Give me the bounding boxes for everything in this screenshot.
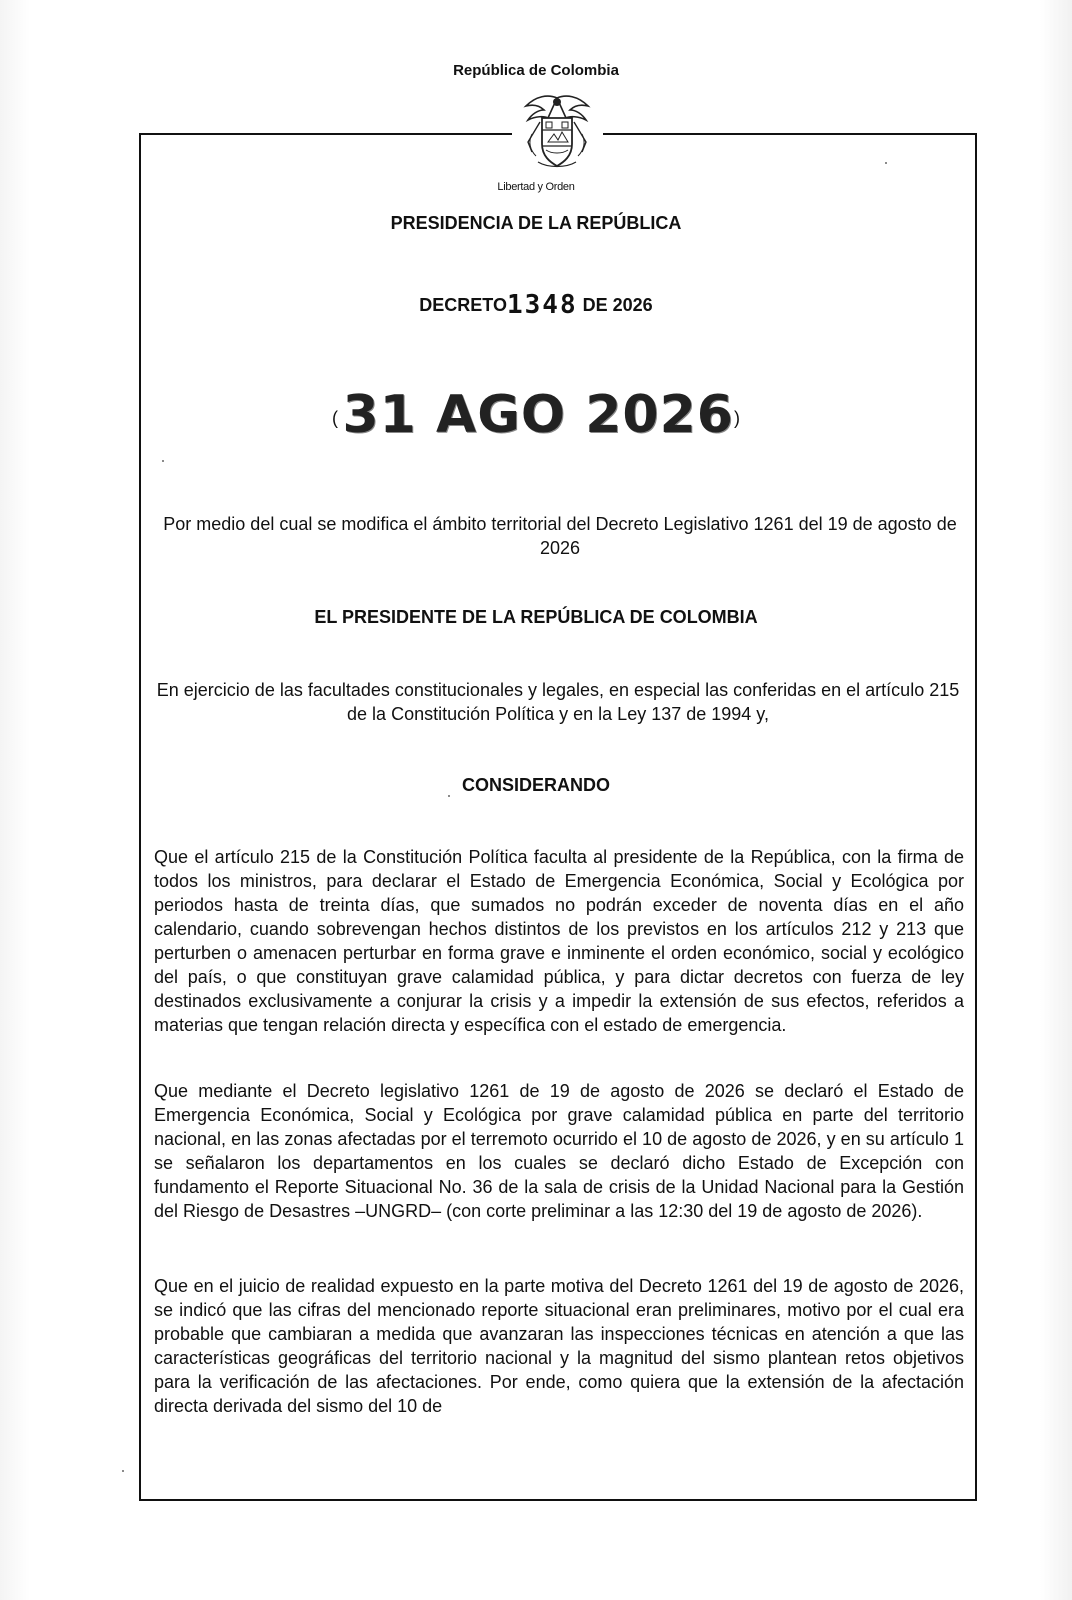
decree-year: DE 2026: [582, 295, 653, 315]
coat-of-arms-icon: [518, 92, 596, 174]
issuer-heading: EL PRESIDENTE DE LA REPÚBLICA DE COLOMBIA: [314, 607, 758, 627]
considering-paragraph: Que en el juicio de realidad expuesto en la parte motiva del Decreto 1261 del 19 de agosto de 2026, se indicó que las cifras del mencionado reporte situacional eran preliminares, motivo por el cual era probable que cambiaran a medida que avanzaran las inspecciones técnicas en atención a que las características geográficas del territorio nacional y la magnitud del sismo plantean retos objetivos para la verificación de las afectaciones. Por ende, como quiera que la extensión de la afectación directa derivada del sismo del 10 de: [154, 1276, 964, 1416]
decree-subject: Por medio del cual se modifica el ámbito territorial del Decreto Legislativo 1261 del 19 de agosto de 2026: [163, 514, 957, 558]
frame-top-right-rule: [603, 133, 975, 135]
considering-heading: CONSIDERANDO: [461, 775, 610, 795]
decree-number: 1348: [506, 290, 578, 320]
scan-speck: [885, 162, 887, 164]
motto-label: Libertad y Orden: [497, 181, 575, 193]
date-open-paren: (: [332, 408, 339, 428]
scan-speck: [162, 460, 164, 462]
date-stamp: [0, 385, 1072, 445]
considering-paragraph: Que mediante el Decreto legislativo 1261 de 19 de agosto de 2026 se declaró el Estado de Emergencia Económica, Social y Ecológica por grave calamidad pública en parte del territorio nacional, en las zonas afectadas por el terremoto ocurrido el 10 de agosto de 2026, y en su artículo 1 se señalaron los departamentos en los cuales se declaró dicho Estado de Excepción con fundamento el Reporte Situacional No. 36 de la sala de crisis de la Unidad Nacional para la Gestión del Riesgo de Desastres –UNGRD– (con corte preliminar a las 12:30 del 19 de agosto de 2026).: [154, 1081, 964, 1221]
decree-number-line: [0, 290, 1072, 320]
office-heading: PRESIDENCIA DE LA REPÚBLICA: [390, 213, 682, 233]
scan-speck: [122, 1470, 124, 1472]
date-stamp-text: 31 AGO 2026: [342, 385, 734, 445]
powers-clause: En ejercicio de las facultades constitucionales y legales, en especial las conferidas en el artículo 215 de la Constitución Política y en la Ley 137 de 1994 y,: [156, 680, 960, 724]
frame-top-left-rule: [139, 133, 512, 135]
decree-prefix: DECRETO: [419, 295, 507, 315]
date-close-paren: ): [733, 408, 740, 428]
scan-speck: [448, 795, 450, 797]
country-label: República de Colombia: [453, 62, 619, 79]
considering-paragraph: Que el artículo 215 de la Constitución Política faculta al presidente de la República, con la firma de todos los ministros, para declarar el Estado de Emergencia Económica, Social y Ecológica por periodos hasta de treinta días, que sumados no podrán exceder de noventa días en el año calendario, cuando sobrevengan hechos distintos de los previstos en los artículos 212 y 213 que perturben o amenacen perturbar en forma grave e inminente el orden económico, social y ecológico del país, o que constituyan grave calamidad pública, y para dictar decretos con fuerza de ley destinados exclusivamente a conjurar la crisis y a impedir la extensión de sus efectos, referidos a materias que tengan relación directa y específica con el estado de emergencia.: [154, 847, 964, 1035]
